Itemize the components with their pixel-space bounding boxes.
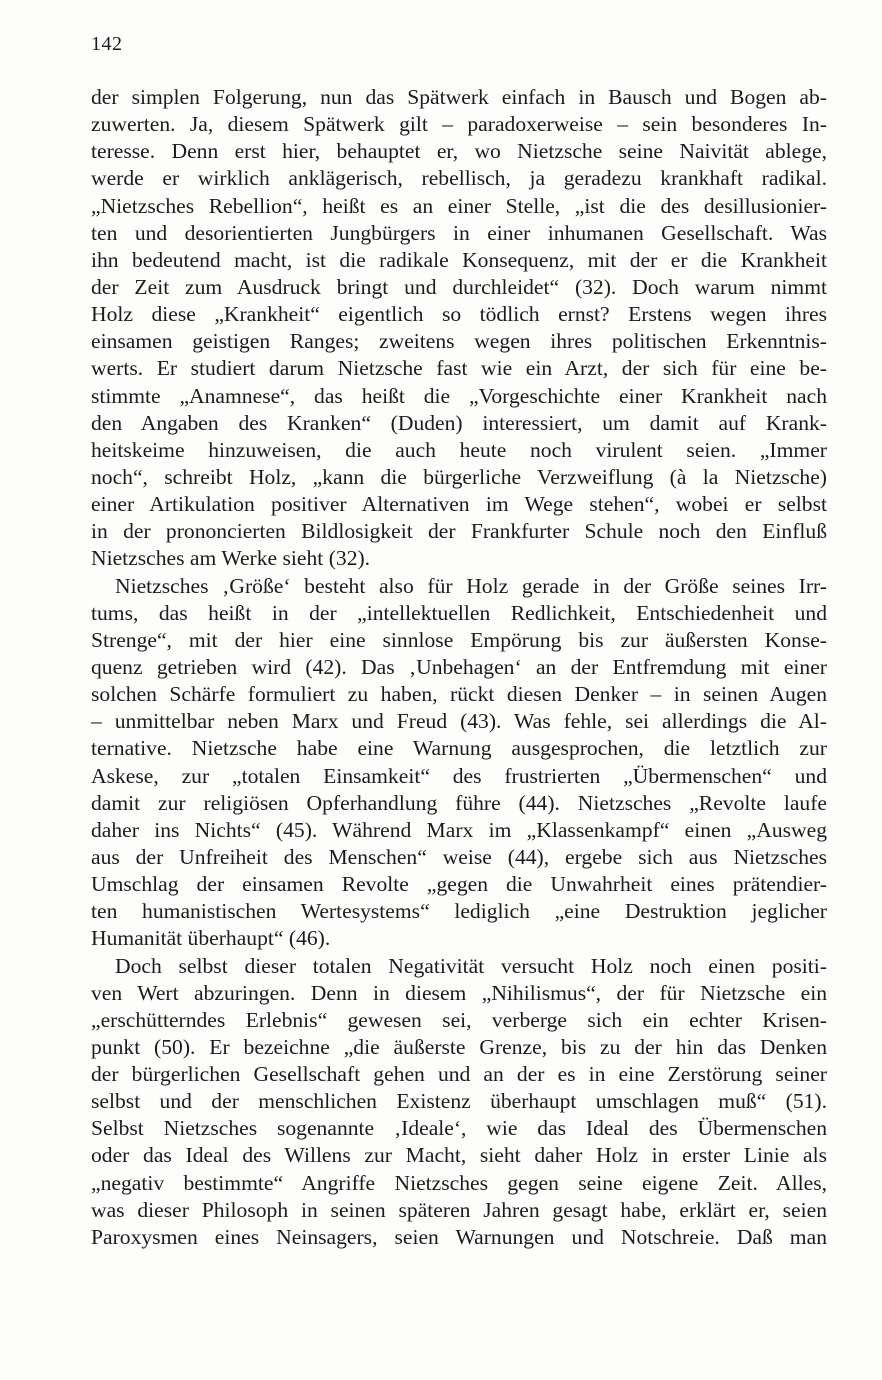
text-line: in der prononcierten Bildlosigkeit der Frankfurter Schule noch den Einfluß (91, 519, 827, 544)
text-line: „erschütterndes Erlebnis“ gewesen sei, verberge sich ein echter Krisen- (91, 1007, 827, 1032)
text-line: damit zur religiösen Opferhandlung führe (44). Nietzsches „Revolte laufe (91, 790, 827, 815)
text-line: der Zeit zum Ausdruck bringt und durchleidet“ (32). Doch warum nimmt (91, 274, 827, 299)
text-line: was dieser Philosoph in seinen späteren Jahren gesagt habe, erklärt er, seien (91, 1197, 827, 1222)
text-line: einer Artikulation positiver Alternativen im Wege stehen“, wobei er selbst (91, 492, 827, 517)
paragraph (91, 573, 827, 953)
text-line: stimmte „Anamnese“, das heißt die „Vorgeschichte einer Krankheit nach (91, 383, 827, 408)
text-line: Holz diese „Krankheit“ eigentlich so tödlich ernst? Erstens wegen ihres (91, 302, 827, 327)
text-line: Nietzsches ‚Größe‘ besteht also für Holz gerade in der Größe seines Irr- (115, 573, 827, 598)
text-line: ven Wert abzuringen. Denn in diesem „Nihilismus“, der für Nietzsche ein (91, 980, 827, 1005)
text-line: zuwerten. Ja, diesem Spätwerk gilt – paradoxerweise – sein besonderes In- (91, 112, 827, 137)
text-line: heitskeime hinzuweisen, die auch heute noch virulent seien. „Immer (91, 437, 827, 462)
text-line: Askese, zur „totalen Einsamkeit“ des frustrierten „Übermenschen“ und (91, 763, 827, 788)
text-line: ten und desorientierten Jungbürgers in einer inhumanen Gesellschaft. Was (91, 220, 827, 245)
paragraph (91, 953, 827, 1252)
text-line: solchen Schärfe formuliert zu haben, rückt diesen Denker – in seinen Augen (91, 682, 827, 707)
text-line: werts. Er studiert darum Nietzsche fast wie ein Arzt, der sich für eine be- (91, 356, 827, 381)
text-line: einsamen geistigen Ranges; zweitens wegen ihres politischen Erkenntnis- (91, 329, 827, 354)
text-line: ternative. Nietzsche habe eine Warnung ausgesprochen, die letztlich zur (91, 736, 827, 761)
text-line: Humanität überhaupt“ (46). (91, 926, 331, 951)
text-line: Nietzsches am Werke sieht (32). (91, 546, 371, 571)
text-line: noch“, schreibt Holz, „kann die bürgerliche Verzweiflung (à la Nietzsche) (91, 464, 827, 489)
text-line: der bürgerlichen Gesellschaft gehen und an der es in eine Zerstörung seiner (91, 1062, 827, 1087)
text-line: tums, das heißt in der „intellektuellen Redlichkeit, Entschiedenheit und (91, 600, 827, 625)
text-line: aus der Unfreiheit des Menschen“ weise (44), ergebe sich aus Nietzsches (91, 844, 827, 869)
text-line: quenz getrieben wird (42). Das ‚Unbehagen‘ an der Entfremdung mit einer (91, 654, 827, 679)
text-line: Paroxysmen eines Neinsagers, seien Warnungen und Notschreie. Daß man (91, 1224, 827, 1249)
text-line: „Nietzsches Rebellion“, heißt es an einer Stelle, „ist die des desillusionier- (91, 193, 827, 218)
body-text (91, 84, 827, 1251)
text-line: daher ins Nichts“ (45). Während Marx im „Klassenkampf“ einen „Ausweg (91, 817, 827, 842)
paragraph (91, 84, 827, 573)
text-line: punkt (50). Er bezeichne „die äußerste Grenze, bis zu der hin das Denken (91, 1034, 827, 1059)
text-line: Umschlag der einsamen Revolte „gegen die Unwahrheit eines prätendier- (91, 872, 827, 897)
text-line: „negativ bestimmte“ Angriffe Nietzsches gegen seine eigene Zeit. Alles, (91, 1170, 827, 1195)
text-line: Doch selbst dieser totalen Negativität versucht Holz noch einen positi- (115, 953, 827, 978)
text-line: ihn bedeutend macht, ist die radikale Konsequenz, mit der er die Krankheit (91, 247, 827, 272)
text-line: werde er wirklich anklägerisch, rebellisch, ja geradezu krankhaft radikal. (91, 166, 827, 191)
text-line: Selbst Nietzsches sogenannte ‚Ideale‘, wie das Ideal des Übermenschen (91, 1116, 827, 1141)
text-line: – unmittelbar neben Marx und Freud (43). Was fehle, sei allerdings die Al- (91, 709, 827, 734)
text-line: teresse. Denn erst hier, behauptet er, wo Nietzsche seine Naivität ablege, (91, 139, 827, 164)
text-line: Strenge“, mit der hier eine sinnlose Empörung bis zur äußersten Konse- (91, 627, 827, 652)
text-line: den Angaben des Kranken“ (Duden) interessiert, um damit auf Krank- (91, 410, 827, 435)
text-line: oder das Ideal des Willens zur Macht, sieht daher Holz in erster Linie als (91, 1143, 827, 1168)
text-line: selbst und der menschlichen Existenz überhaupt umschlagen muß“ (51). (91, 1089, 827, 1114)
page-number: 142 (91, 33, 123, 55)
text-line: der simplen Folgerung, nun das Spätwerk einfach in Bausch und Bogen ab- (91, 85, 827, 109)
text-line: ten humanistischen Wertesystems“ lediglich „eine Destruktion jeglicher (91, 899, 827, 924)
